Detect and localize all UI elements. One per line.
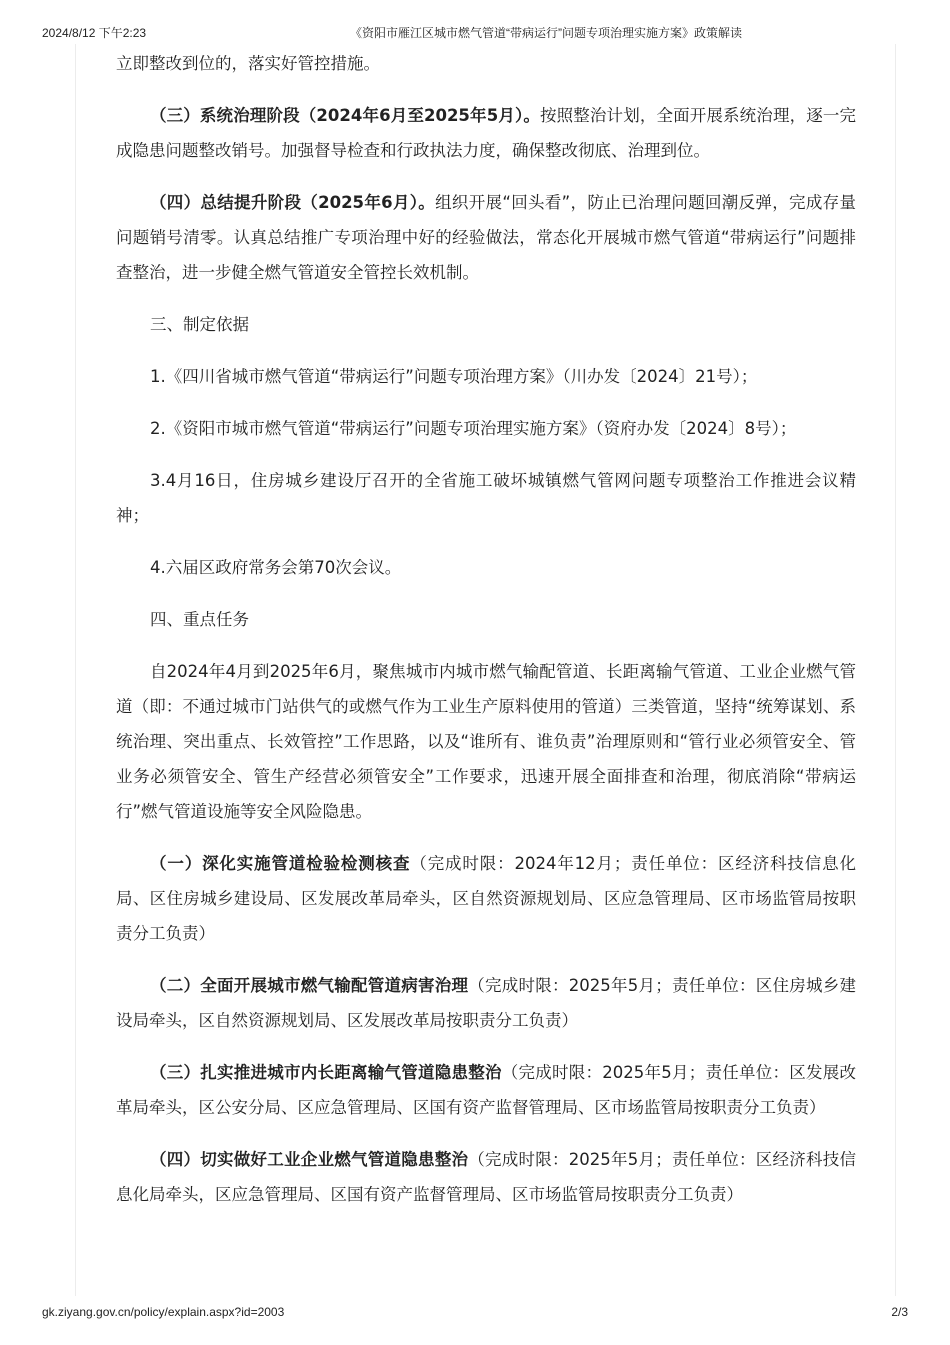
task-item	[116, 1055, 856, 1125]
paragraph-stage-four	[116, 185, 856, 290]
page-frame-right	[895, 44, 896, 1296]
task-detail: （完成时限：2025年5月；责任单位：区发展改革局牵头，区公安分局、区应急管理局、区国有资产监督管理局、区市场监管局按职责分工负责）	[116, 1063, 856, 1117]
tasks-intro: 自2024年4月到2025年6月，聚焦城市内城市燃气输配管道、长距离输气管道、工业企业燃气管道（即：不通过城市门站供气的或燃气作为工业生产原料使用的管道）三类管道，坚持“统筹谋划、系统治理、突出重点、长效管控”工作思路，以及“谁所有、谁负责”治理原则和“管行业必须管安全、管业务必须管安全、管生产经营必须管安全”工作要求，迅速开展全面排查和治理，彻底消除“带病运行”燃气管道设施等安全风险隐患。	[116, 662, 856, 821]
page-number: 2/3	[891, 1305, 908, 1319]
stage-three-text: 按照整治计划，全面开展系统治理，逐一完成隐患问题整改销号。加强督导检查和行政执法力度，确保整改彻底、治理到位。	[116, 106, 857, 160]
section-heading-tasks: 四、重点任务	[150, 610, 249, 629]
task-heading: （一）深化实施管道检验检测核查	[150, 854, 411, 873]
section-heading-basis: 三、制定依据	[150, 315, 249, 334]
basis-item: 1.《四川省城市燃气管道“带病运行”问题专项治理方案》（川办发〔2024〕21号）；	[150, 367, 758, 386]
task-item	[116, 968, 856, 1038]
print-url: gk.ziyang.gov.cn/policy/explain.aspx?id=2003	[42, 1305, 285, 1319]
paragraph-stage-three	[116, 98, 856, 168]
print-footer	[42, 1305, 908, 1321]
task-detail: （完成时限：2025年5月；责任单位：区住房城乡建设局牵头，区自然资源规划局、区发展改革局按职责分工负责）	[116, 976, 856, 1030]
task-detail: （完成时限：2025年5月；责任单位：区经济科技信息化局牵头，区应急管理局、区国有资产监督管理局、区市场监管局按职责分工负责）	[116, 1150, 856, 1204]
paragraph-continuation: 立即整改到位的，落实好管控措施。	[116, 54, 380, 73]
page-frame-left	[75, 44, 76, 1296]
task-item	[116, 1142, 856, 1212]
stage-four-heading: （四）总结提升阶段（2025年6月）。	[150, 193, 436, 212]
task-heading: （三）扎实推进城市内长距离输气管道隐患整治	[150, 1063, 502, 1082]
basis-item: 2.《资阳市城市燃气管道“带病运行”问题专项治理实施方案》（资府办发〔2024〕8号）；	[150, 419, 797, 438]
basis-item: 4.六届区政府常务会第70次会议。	[150, 558, 402, 577]
print-doc-title: 《资阳市雁江区城市燃气管道“带病运行”问题专项治理实施方案》政策解读	[350, 26, 742, 40]
stage-four-text: 组织开展“回头看”，防止已治理问题回潮反弹，完成存量问题销号清零。认真总结推广专项治理中好的经验做法，常态化开展城市燃气管道“带病运行”问题排查整治，进一步健全燃气管道安全管控长效机制。	[116, 193, 856, 282]
print-header	[42, 24, 908, 40]
task-heading: （四）切实做好工业企业燃气管道隐患整治	[150, 1150, 469, 1169]
task-detail: （完成时限：2024年12月；责任单位：区经济科技信息化局、区住房城乡建设局、区发展改革局牵头，区自然资源规划局、区应急管理局、区市场监管局按职责分工负责）	[116, 854, 857, 943]
print-datetime: 2024/8/12 下午2:23	[42, 26, 147, 40]
task-item	[116, 846, 856, 951]
basis-item: 3.4月16日，住房城乡建设厅召开的全省施工破坏城镇燃气管网问题专项整治工作推进会议精神；	[116, 471, 856, 525]
task-heading: （二）全面开展城市燃气输配管道病害治理	[150, 976, 469, 995]
article-body	[116, 46, 856, 1229]
stage-three-heading: （三）系统治理阶段（2024年6月至2025年5月）。	[150, 106, 540, 125]
